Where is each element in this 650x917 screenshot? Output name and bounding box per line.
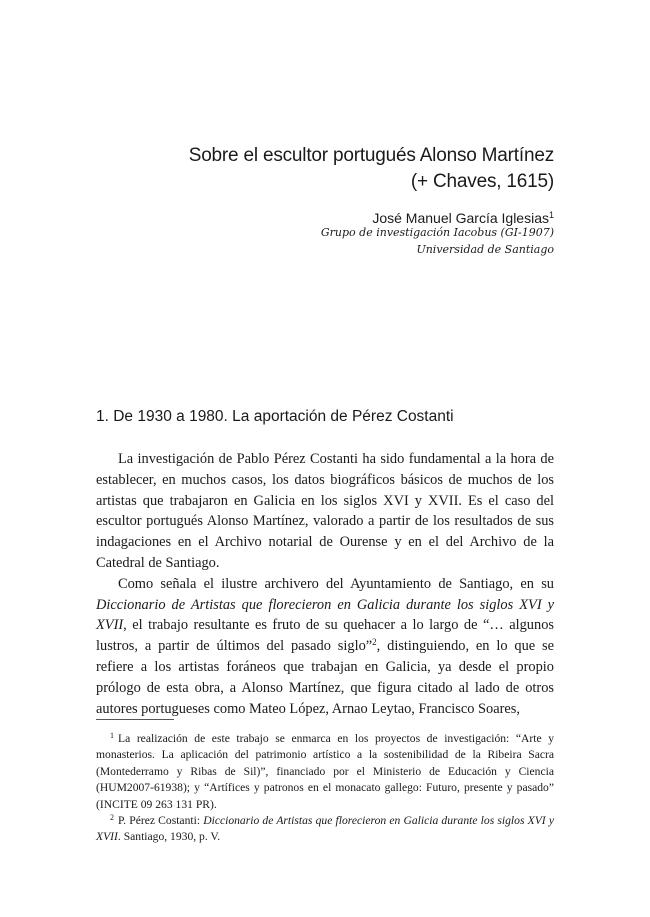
author-name-text: José Manuel García Iglesias xyxy=(372,210,549,226)
footnotes xyxy=(96,731,554,846)
footnote-1-number: 1 xyxy=(110,731,114,740)
section-heading: 1. De 1930 a 1980. La aportación de Pérez Costanti xyxy=(96,408,454,425)
title-line-2: (+ Chaves, 1615) xyxy=(410,171,554,192)
footnote-separator xyxy=(96,719,174,720)
dictionary-title-italic: Diccionario de Artistas que florecieron en Galicia durante los siglos XVI y XVII xyxy=(96,596,554,634)
body-text xyxy=(96,449,554,719)
footnote-2-text-b: . Santiago, 1930, p. V. xyxy=(117,830,221,844)
footnote-1 xyxy=(96,731,554,813)
article-title xyxy=(94,143,554,195)
footnote-2 xyxy=(96,813,554,846)
affiliation-university: Universidad de Santiago xyxy=(416,243,554,256)
paragraph-2 xyxy=(96,574,554,720)
paragraph-2-text-a: Como señala el ilustre archivero del Ayuntamiento de Santiago, en su xyxy=(118,575,554,592)
footnote-2-italic-title: Diccionario de Artistas que florecieron en Galicia durante los siglos XVI y XVII xyxy=(96,814,554,844)
affiliation-group: Grupo de investigación Iacobus (GI-1907) xyxy=(320,226,554,239)
paragraph-1: La investigación de Pablo Pérez Costanti ha sido fundamental a la hora de establecer, en muchos casos, los datos biográficos básicos de muchos de los artistas que trabajaron en Galicia en los siglos XVI y XVII. Es el caso del escultor portugués Alonso Martínez, valorado a partir de los resultados de sus indagaciones en el Archivo notarial de Ourense y en el del Archivo de la Catedral de Santiago. xyxy=(96,451,554,571)
footnote-ref-2: 2 xyxy=(372,637,377,648)
paragraph-2-text-b: , el trabajo resultante es fruto de su quehacer a lo largo de “… algunos lustros, a partir de últimos del pasado siglo” xyxy=(96,617,554,655)
footnote-2-number: 2 xyxy=(110,813,114,823)
paragraph-2-text-c: , distinguiendo, en lo que se refiere a los artistas foráneos que trabajan en Galicia, ya desde el propio prólogo de esta obra, a Alonso Martínez, que figura citado al lado de otros autores portugueses como Mateo López, Arnao Leytao, Francisco Soares, xyxy=(96,638,555,717)
title-line-1: Sobre el escultor portugués Alonso Martínez xyxy=(188,145,554,166)
footnote-1-text: La realización de este trabajo se enmarca en los proyectos de investigación: “Arte y monasterios. La aplicación del patrimonio artístico a la sostenibilidad de la Ribeira Sacra (Montederramo y Ribas de Sil)”, financiado por el Ministerio de Educación y Ciencia (HUM2007-61938); y “Artífices y patronos en el monacato gallego: Futuro, presente y pasado” (INCITE 09 263 131 PR). xyxy=(96,732,554,811)
footnote-2-text-a: P. Pérez Costanti: xyxy=(118,814,204,828)
author-footnote-ref: 1 xyxy=(548,210,554,220)
